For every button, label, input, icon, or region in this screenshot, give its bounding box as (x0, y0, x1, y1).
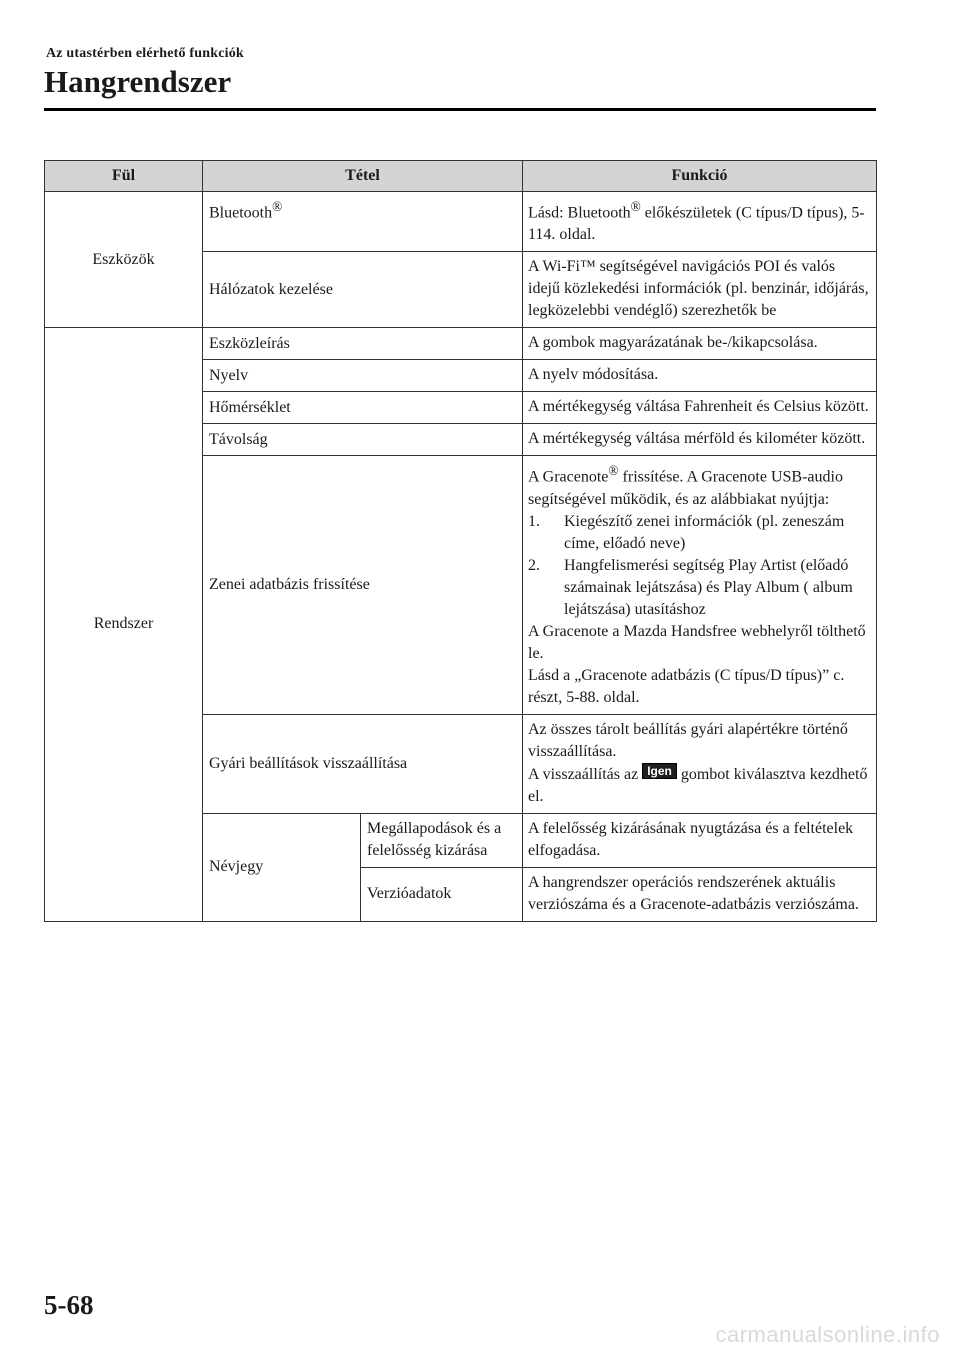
item-networks: Hálózatok kezelése (203, 252, 523, 328)
item-bluetooth: Bluetooth® (203, 192, 523, 252)
item-factory-reset: Gyári beállítások visszaállítása (203, 714, 523, 813)
function-language: A nyelv módosítása. (523, 360, 877, 392)
item-version: Verzióadatok (361, 867, 523, 921)
title-divider (44, 108, 876, 111)
function-music-database (523, 456, 877, 714)
item-distance: Távolság (203, 424, 523, 456)
function-agreements: A felelősség kizárásának nyugtázása és a feltételek elfogadása. (523, 813, 877, 867)
function-bluetooth: Lásd: Bluetooth® előkészületek (C típus/D típus), 5-114. oldal. (523, 192, 877, 252)
section-label: Az utastérben elérhető funkciók (46, 46, 244, 61)
function-version: A hangrendszer operációs rendszerének aktuális verziószáma és a Gracenote-adatbázis verziószáma. (523, 867, 877, 921)
item-device-description: Eszközleírás (203, 328, 523, 360)
registered-mark: ® (608, 463, 619, 479)
function-device-description: A gombok magyarázatának be-/kikapcsolása. (523, 328, 877, 360)
item-language: Nyelv (203, 360, 523, 392)
list-item: 1. Kiegészítő zenei információk (pl. zeneszám címe, előadó neve) (528, 512, 845, 552)
header-function: Funkció (523, 161, 877, 192)
music-db-reference: Lásd a „Gracenote adatbázis (C típus/D típus)” c. részt, 5-88. oldal. (528, 666, 845, 706)
igen-button-icon: Igen (642, 763, 677, 779)
function-factory-reset (523, 714, 877, 813)
table-header-row (45, 161, 877, 192)
music-db-steps (528, 511, 870, 621)
function-networks: A Wi-Fi™ segítségével navigációs POI és valós idejű közlekedési információk (pl. benzinár, időjárás, legközelebbi vendéglő) szerezhetők be (523, 252, 877, 328)
header-tab: Fül (45, 161, 203, 192)
table-row (45, 192, 877, 252)
item-about: Névjegy (203, 813, 361, 921)
settings-table (44, 160, 877, 922)
registered-mark: ® (630, 199, 641, 214)
header-item: Tétel (203, 161, 523, 192)
item-temperature: Hőmérséklet (203, 392, 523, 424)
list-item: 2. Hangfelismerési segítség Play Artist (előadó számainak lejátszása) és Play Album ( album lejátszása) utasításhoz (528, 556, 853, 618)
function-distance: A mértékegység váltása mérföld és kilométer között. (523, 424, 877, 456)
table-row (45, 328, 877, 360)
factory-reset-desc: Az összes tárolt beállítás gyári alapértékre történő visszaállítása. (528, 720, 848, 760)
music-db-intro: A Gracenote® frissítése. A Gracenote USB-audio segítségével működik, és az alábbiakat nyújtja: (528, 463, 843, 508)
music-db-download: A Gracenote a Mazda Handsfree webhelyről tölthető le. (528, 622, 866, 662)
registered-mark: ® (272, 199, 283, 214)
item-agreements: Megállapodások és a felelősség kizárása (361, 813, 523, 867)
factory-reset-instruction: A visszaállítás az Igen gombot kiválasztva kezdhető el. (528, 763, 868, 805)
watermark: carmanualsonline.info (715, 1322, 940, 1347)
tab-system: Rendszer (45, 328, 203, 921)
function-temperature: A mértékegység váltása Fahrenheit és Celsius között. (523, 392, 877, 424)
tab-devices: Eszközök (45, 192, 203, 328)
page-number: 5-68 (44, 1290, 94, 1320)
page-title: Hangrendszer (44, 64, 232, 99)
item-music-database: Zenei adatbázis frissítése (203, 456, 523, 714)
